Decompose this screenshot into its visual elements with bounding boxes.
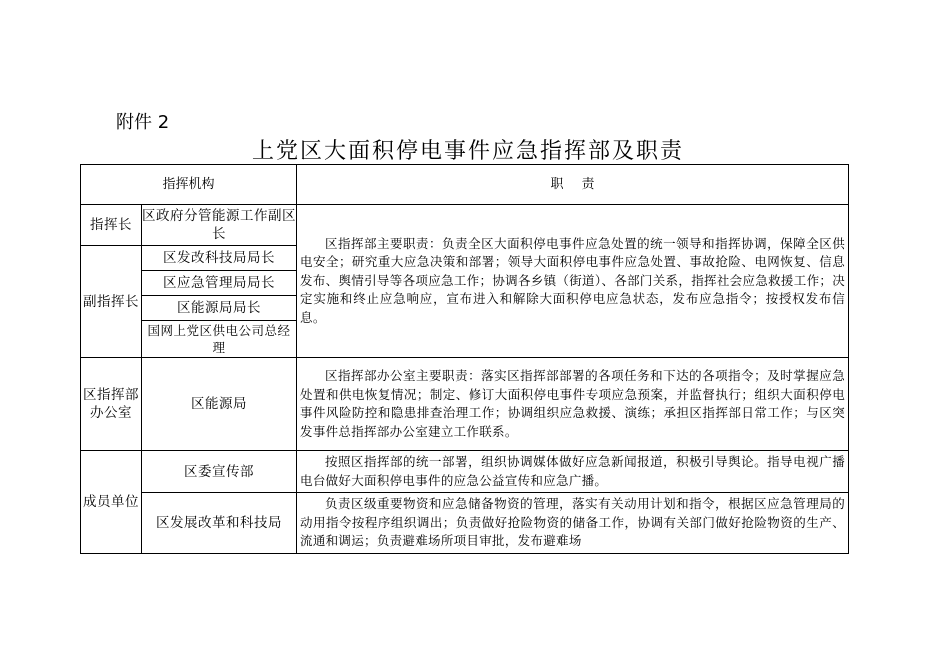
hq-duty-text: 区指挥部主要职责：负责全区大面积停电事件应急处置的统一领导和指挥协调，保障全区供电安全；研究重大应急决策和部署；领导大面积停电事件应急处置、事故抢险、电网恢复、信息发布、舆情引导等各项应急工作；协调各乡镇（街道）、各部门关系，指挥社会应急救援工作；决定实施和终止应急响应，宣布进入和解除大面积停电应急状态，发布应急指令；按授权发布信息。 bbox=[300, 235, 846, 325]
member-duty-cell bbox=[297, 493, 849, 554]
table-row bbox=[81, 493, 849, 554]
member-office: 区能源局 bbox=[142, 358, 297, 451]
member-commander: 区政府分管能源工作副区长 bbox=[142, 205, 297, 246]
document-title: 上党区大面积停电事件应急指挥部及职责 bbox=[251, 139, 684, 164]
table-row bbox=[81, 205, 849, 246]
member-duty-text: 负责区级重要物资和应急储备物资的管理，落实有关动用计划和指令，根据区应急管理局的动用指令按程序组织调出；负责做好抢险物资的储备工作，协调有关部门做好抢险物资的生产、流通和调运；负责避难场所项目审批，发布避难场 bbox=[300, 496, 846, 548]
member-deputy: 区发改科技局局长 bbox=[142, 246, 297, 271]
member-deputy: 区能源局局长 bbox=[142, 296, 297, 321]
member-deputy: 区应急管理局局长 bbox=[142, 271, 297, 296]
member-unit: 区委宣传部 bbox=[142, 451, 297, 493]
table-row bbox=[81, 451, 849, 493]
role-commander: 指挥长 bbox=[81, 205, 142, 246]
header-duty: 职责 bbox=[297, 165, 849, 205]
table-header-row bbox=[81, 165, 849, 205]
office-duty-text: 区指挥部办公室主要职责：落实区指挥部部署的各项任务和下达的各项指令；及时掌握应急处置和供电恢复情况；制定、修订大面积停电事件专项应急预案，并监督执行；组织大面积停电事件风险防控和隐患排查治理工作；协调组织应急救援、演练；承担区指挥部日常工作；与区突发事件总指挥部办公室建立工作联系。 bbox=[300, 368, 846, 439]
office-duty-cell bbox=[297, 358, 849, 451]
member-duty-text: 按照区指挥部的统一部署，组织协调媒体做好应急新闻报道，积极引导舆论。指导电视广播电台做好大面积停电事件的应急公益宣传和应急广播。 bbox=[300, 454, 846, 488]
header-org: 指挥机构 bbox=[81, 165, 297, 205]
table-row bbox=[81, 358, 849, 451]
attachment-label: 附件 2 bbox=[116, 112, 170, 133]
member-deputy: 国网上党区供电公司总经理 bbox=[142, 321, 297, 358]
role-members: 成员单位 bbox=[81, 451, 142, 554]
member-unit: 区发展改革和科技局 bbox=[142, 493, 297, 554]
member-duty-cell bbox=[297, 451, 849, 493]
responsibility-table bbox=[80, 164, 849, 554]
hq-duty-cell bbox=[297, 205, 849, 358]
role-deputy: 副指挥长 bbox=[81, 246, 142, 358]
role-office: 区指挥部办公室 bbox=[81, 358, 142, 451]
